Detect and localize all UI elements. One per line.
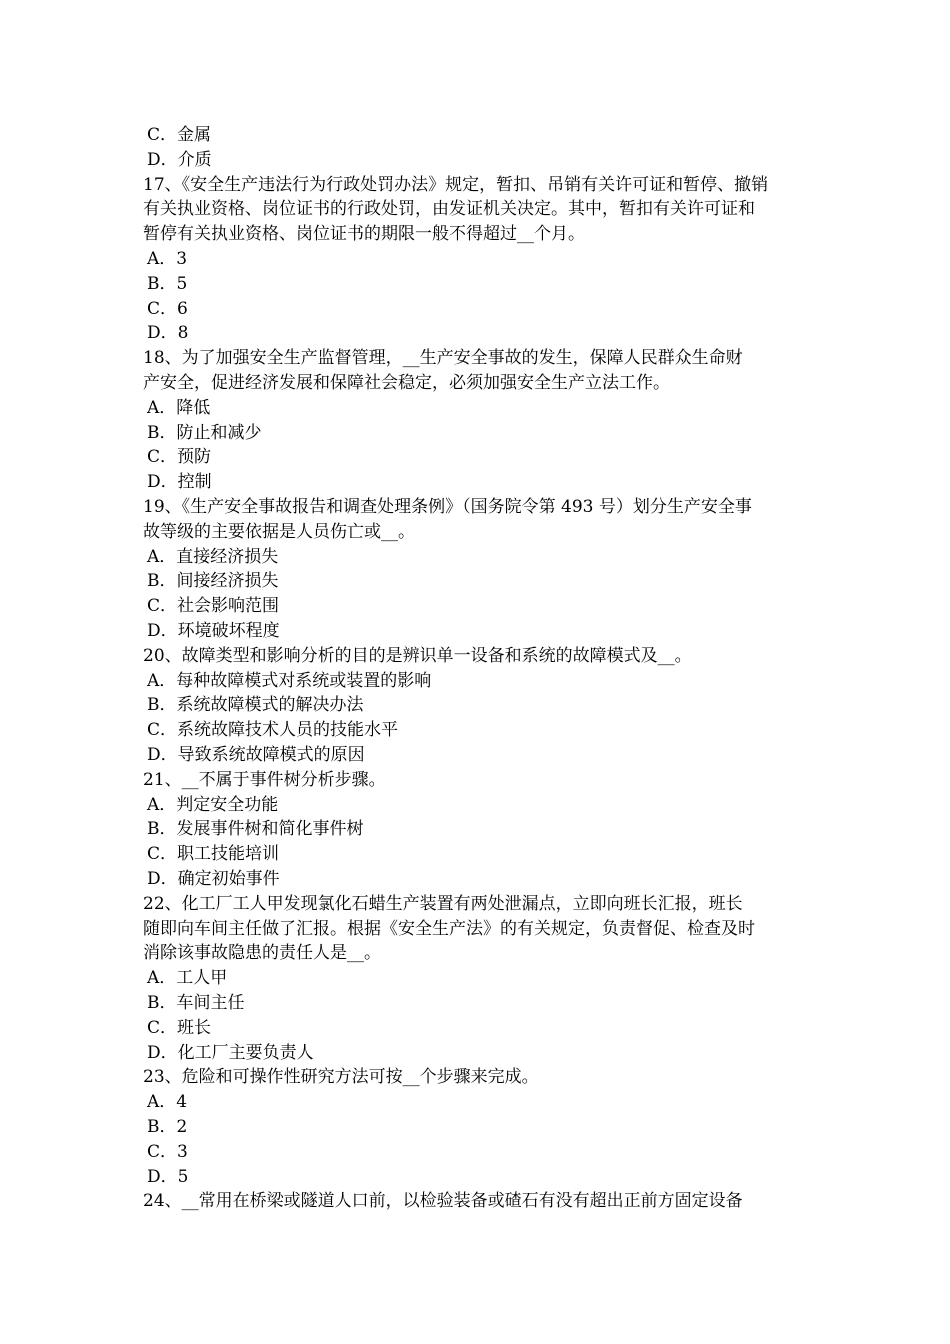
answer-option: D．导致系统故障模式的原因 [147,745,365,765]
question-text: 故等级的主要依据是人员伤亡或__。 [143,521,415,542]
question-text: 21、__不属于事件树分析步骤。 [143,769,386,790]
answer-option: A．每种故障模式对系统或装置的影响 [147,670,432,691]
question-text: 随即向车间主任做了汇报。根据《安全生产法》的有关规定，负责督促、检查及时 [143,918,755,939]
answer-option: C．3 [147,1141,188,1162]
answer-option: C．预防 [147,447,212,468]
answer-option: A．3 [147,249,188,269]
answer-option: B．发展事件树和简化事件树 [147,819,364,840]
answer-option: D．介质 [147,149,212,170]
answer-option: B．车间主任 [147,993,245,1013]
question-text: 暂停有关执业资格、岗位证书的期限一般不得超过__个月。 [143,224,585,245]
answer-option: B．系统故障模式的解决办法 [147,695,364,716]
answer-option: D．化工厂主要负责人 [147,1042,314,1063]
answer-option: D．5 [147,1166,189,1187]
answer-option: D．环境破坏程度 [147,621,280,641]
answer-option: A．工人甲 [147,968,228,989]
question-text: 18、为了加强安全生产监督管理，__生产安全事故的发生，保障人民群众生命财 [143,348,743,369]
question-text: 消除该事故隐患的责任人是__。 [143,943,381,964]
question-text: 有关执业资格、岗位证书的行政处罚，由发证机关决定。其中，暂扣有关许可证和 [143,199,755,220]
answer-option: D．控制 [147,472,212,493]
question-text: 17、《安全生产违法行为行政处罚办法》规定，暂扣、吊销有关许可证和暂停、撤销 [143,174,769,195]
answer-option: A．4 [147,1092,188,1113]
answer-option: C．6 [147,298,188,319]
answer-option: D．确定初始事件 [147,869,280,889]
answer-option: A．降低 [147,397,211,418]
answer-option: B．间接经济损失 [147,571,279,592]
answer-option: A．直接经济损失 [147,546,279,567]
answer-option: A．判定安全功能 [147,794,279,815]
question-text: 产安全，促进经济发展和保障社会稳定，必须加强安全生产立法工作。 [143,373,670,393]
answer-option: C．系统故障技术人员的技能水平 [147,720,399,741]
answer-option: C．社会影响范围 [147,596,280,617]
answer-option: B．防止和减少 [147,422,262,443]
answer-option: C．职工技能培训 [147,844,280,865]
question-text: 23、危险和可操作性研究方法可按__个步骤来完成。 [143,1067,539,1088]
question-text: 19、《生产安全事故报告和调查处理条例》（国务院令第 493 号）划分生产安全事 [143,497,752,517]
question-text: 24、__常用在桥梁或隧道人口前，以检验装备或碴石有没有超出正前方固定设备 [143,1191,743,1212]
answer-option: C．班长 [147,1017,212,1038]
answer-option: B．5 [147,273,188,294]
question-text: 20、故障类型和影响分析的目的是辨识单一设备和系统的故障模式及__。 [143,645,692,666]
answer-option: D．8 [147,323,189,344]
answer-option: C．金属 [147,125,212,145]
answer-option: B．2 [147,1117,188,1137]
question-text: 22、化工厂工人甲发现氯化石蜡生产装置有两处泄漏点，立即向班长汇报，班长 [143,893,743,914]
